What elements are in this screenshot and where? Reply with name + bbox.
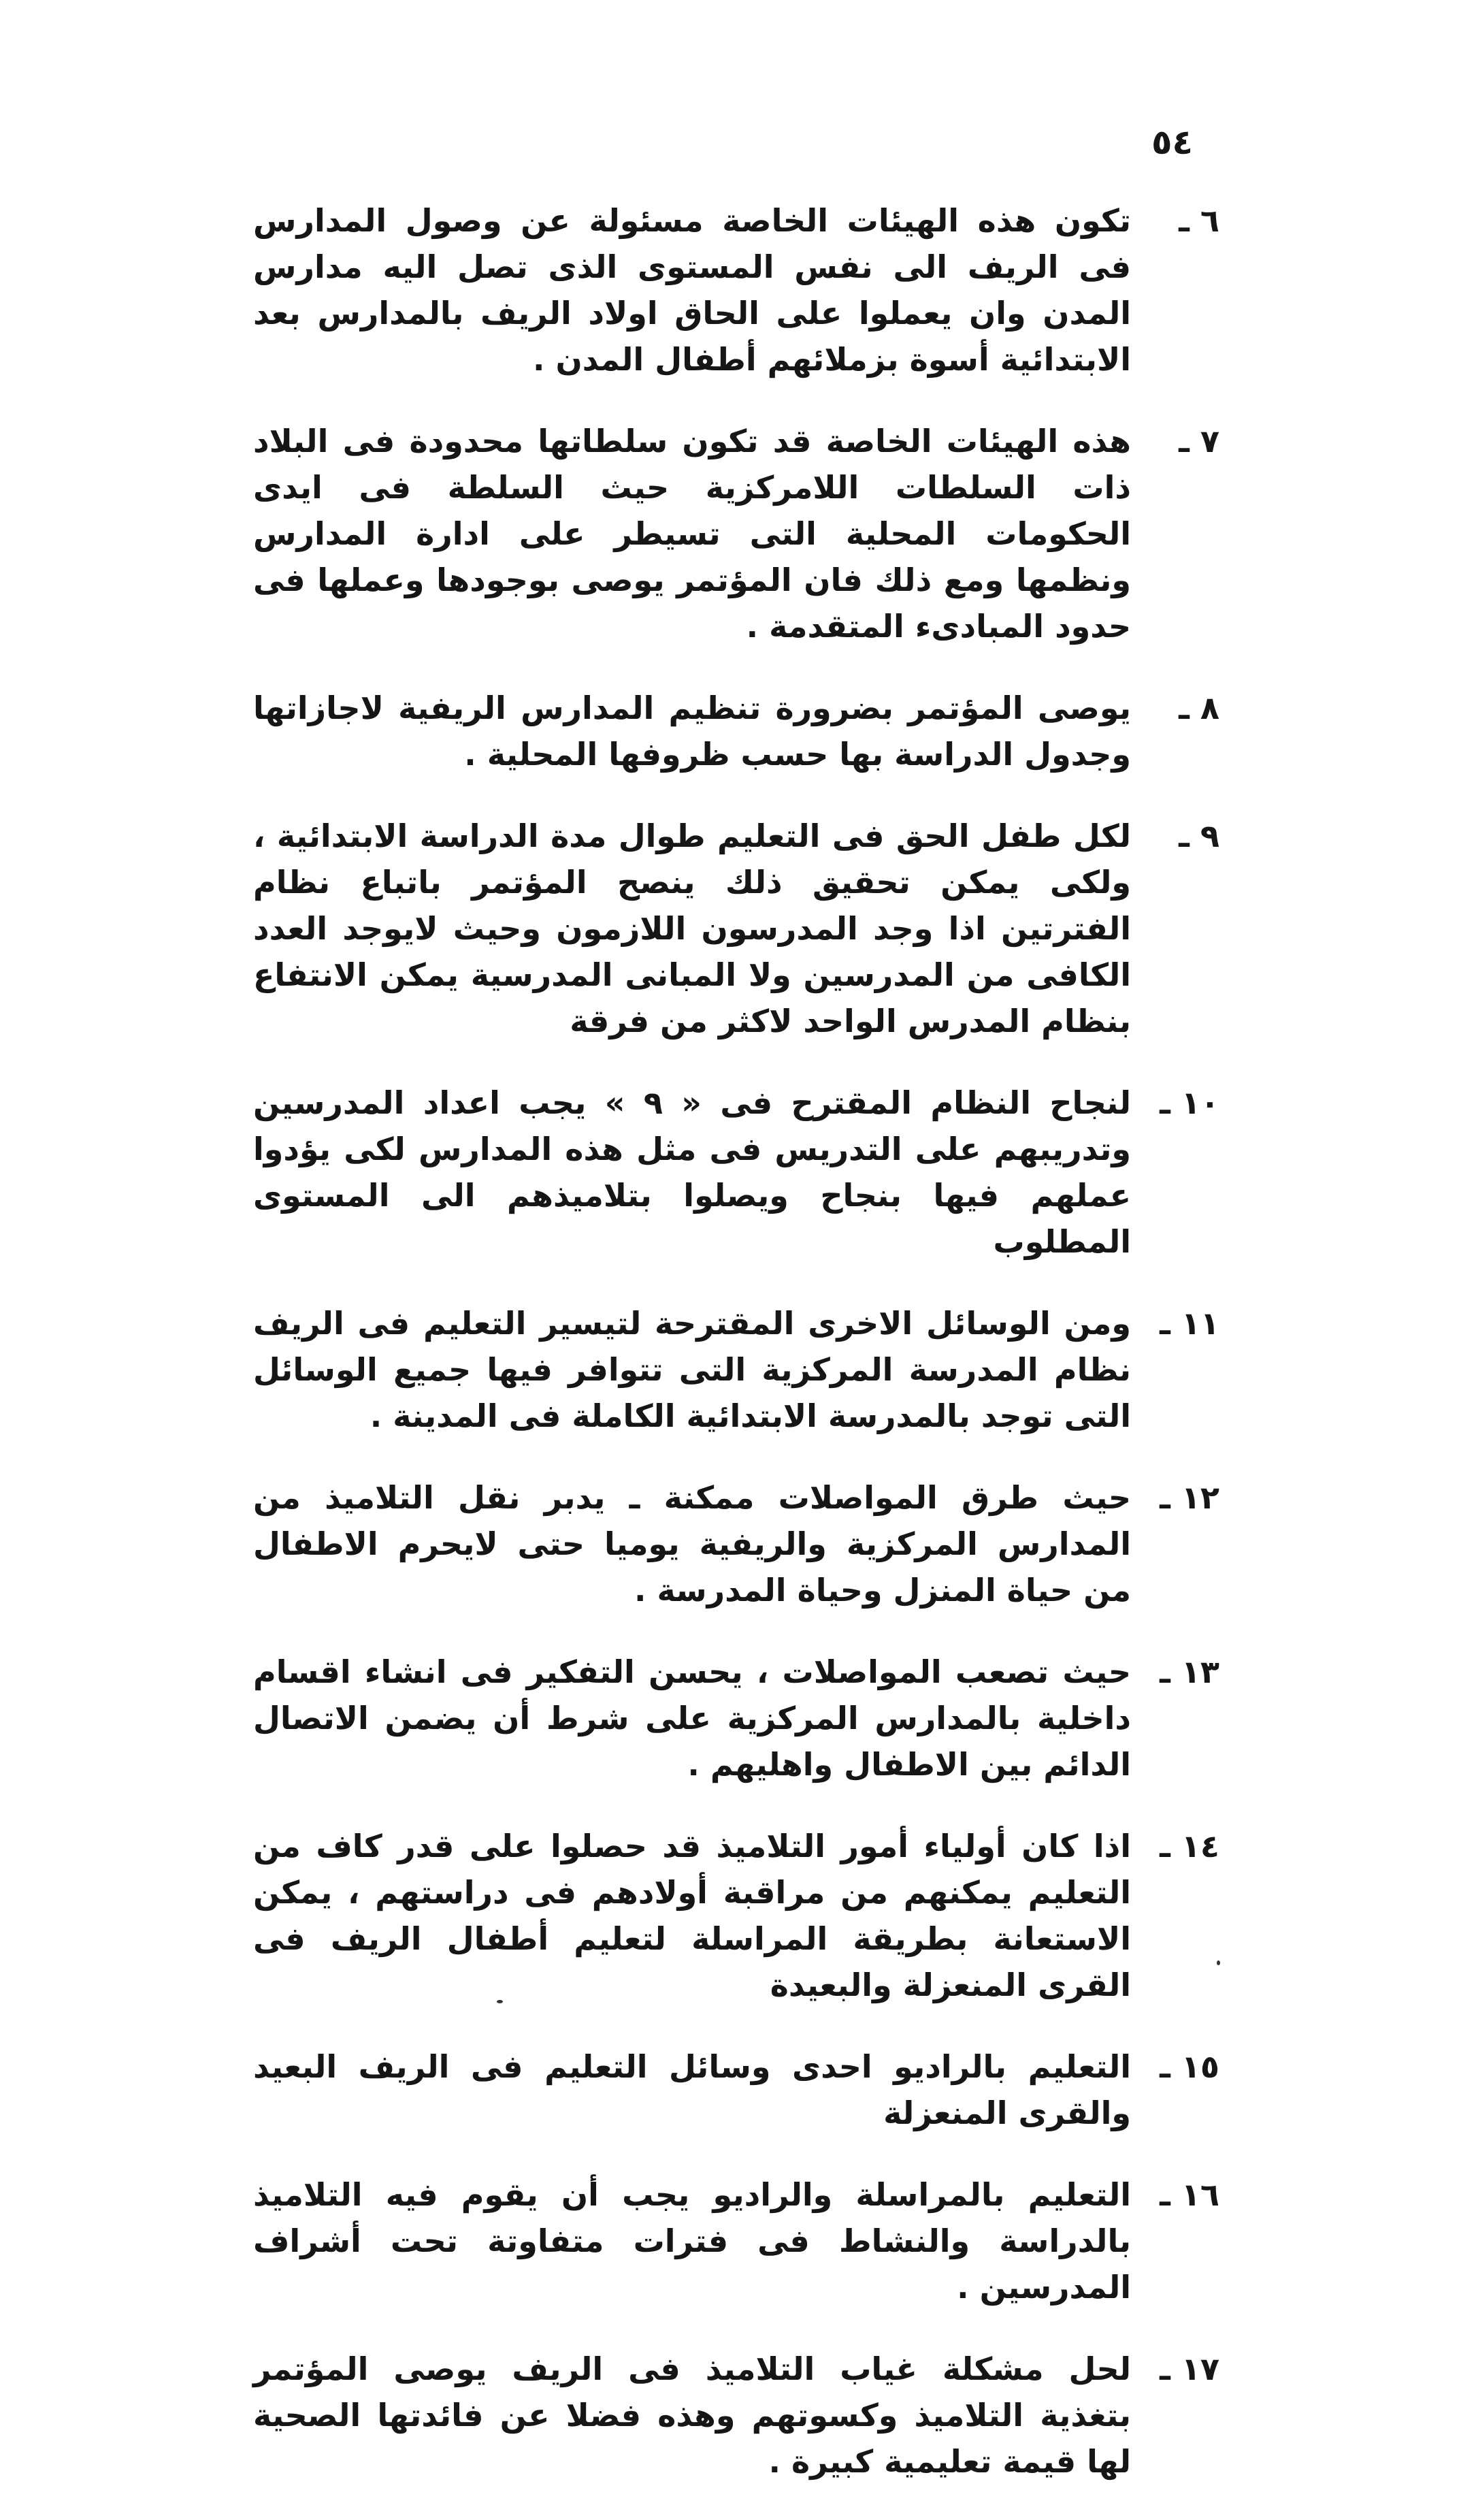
item-text: ومن الوسائل الاخرى المقترحة لتيسير التعليم فى الريف نظام المدرسة المركزية التى تتوافر فيها جميع الوسائل التى توجد بالمدرسة الابتدائية الكاملة فى المدينة . [253, 1305, 1131, 1434]
item-text: هذه الهيئات الخاصة قد تكون سلطاتها محدودة فى البلاد ذات السلطات اللامركزية حيث السلطة فى ايدى الحكومات المحلية التى تسيطر على ادارة المدارس ونظمها ومع ذلك فان المؤتمر يوصى بوجودها وعملها فى حدود المبادىء المتقدمة . [253, 423, 1131, 645]
scan-speck [1217, 1960, 1220, 1965]
item-text: التعليم بالمراسلة والراديو يجب أن يقوم فيه التلاميذ بالدراسة والنشاط فى فترات متفاوتة تحت أشراف المدرسين . [253, 2176, 1131, 2306]
item-text: حيث طرق المواصلات ممكنة ـ يدبر نقل التلاميذ من المدارس المركزية والريفية يوميا حتى لايحرم الاطفال من حياة المنزل وحياة المدرسة . [253, 1479, 1131, 1609]
list-item [253, 2171, 1219, 2310]
scan-speck [497, 2000, 503, 2003]
item-text: حيث تصعب المواصلات ، يحسن التفكير فى انشاء اقسام داخلية بالمدارس المركزية على شرط أن يضمن الاتصال الدائم بين الاطفال واهليهم . [253, 1653, 1131, 1783]
list-item [253, 1474, 1219, 1613]
item-number: ١٤ ـ [1160, 1828, 1219, 1864]
item-number: ١٢ ـ [1160, 1479, 1219, 1516]
list-item [253, 1649, 1219, 1788]
page-number: ٥٤ [1151, 123, 1194, 162]
recommendations-list [253, 197, 1219, 2520]
item-number: ٨ ـ [1179, 690, 1219, 726]
item-text: اذا كان أولياء أمور التلاميذ قد حصلوا على قدر كاف من التعليم يمكنهم من مراقبة أولادهم فى دراستهم ، يمكن الاستعانة بطريقة المراسلة لتعليم أطفال الريف فى القرى المنعزلة والبعيدة [253, 1828, 1131, 2003]
item-text: يوصى المؤتمر بضرورة تنظيم المدارس الريفية لاجازاتها وجدول الدراسة بها حسب ظروفها المحلية . [253, 690, 1131, 773]
item-number: ١١ ـ [1160, 1305, 1219, 1342]
item-text: التعليم بالراديو احدى وسائل التعليم فى الريف البعيد والقرى المنعزلة [253, 2048, 1131, 2131]
list-item [253, 813, 1219, 1044]
item-number: ١٥ ـ [1160, 2048, 1219, 2085]
item-number: ١٧ ـ [1160, 2351, 1219, 2387]
list-item [253, 685, 1219, 777]
item-text: لكل طفل الحق فى التعليم طوال مدة الدراسة الابتدائية ، ولكى يمكن تحقيق ذلك ينصح المؤتمر باتباع نظام الفترتين اذا وجد المدرسون اللازمون وحيث لايوجد العدد الكافى من المدرسين ولا المبانى المدرسية يمكن الانتفاع بنظام المدرس الواحد لاكثر من فرقة [253, 818, 1131, 1039]
list-item [253, 418, 1219, 649]
list-item [253, 1080, 1219, 1265]
item-text: لحل مشكلة غياب التلاميذ فى الريف يوصى المؤتمر بتغذية التلاميذ وكسوتهم وهذه فضلا عن فائدتها الصحية لها قيمة تعليمية كبيرة . [253, 2351, 1131, 2480]
list-item [253, 1823, 1219, 2008]
item-text: تكون هذه الهيئات الخاصة مسئولة عن وصول المدارس فى الريف الى نفس المستوى الذى تصل اليه مدارس المدن وان يعملوا على الحاق اولاد الريف بالمدارس بعد الابتدائية أسوة بزملائهم أطفال المدن . [253, 202, 1131, 378]
list-item [253, 1300, 1219, 1439]
item-number: ٩ ـ [1179, 818, 1219, 854]
item-text: لنجاح النظام المقترح فى « ٩ » يجب اعداد المدرسين وتدريبهم على التدريس فى مثل هذه المدارس لكى يؤدوا عملهم فيها بنجاح ويصلوا بتلاميذهم الى المستوى المطلوب [253, 1084, 1131, 1260]
item-number: ٧ ـ [1179, 423, 1219, 459]
list-item [253, 197, 1219, 383]
list-item [253, 2346, 1219, 2485]
item-number: ٦ ـ [1179, 202, 1219, 239]
item-number: ١٦ ـ [1160, 2176, 1219, 2213]
list-item [253, 2044, 1219, 2136]
item-number: ١٣ ـ [1160, 1653, 1219, 1690]
item-number: ١٠ ـ [1160, 1084, 1219, 1121]
